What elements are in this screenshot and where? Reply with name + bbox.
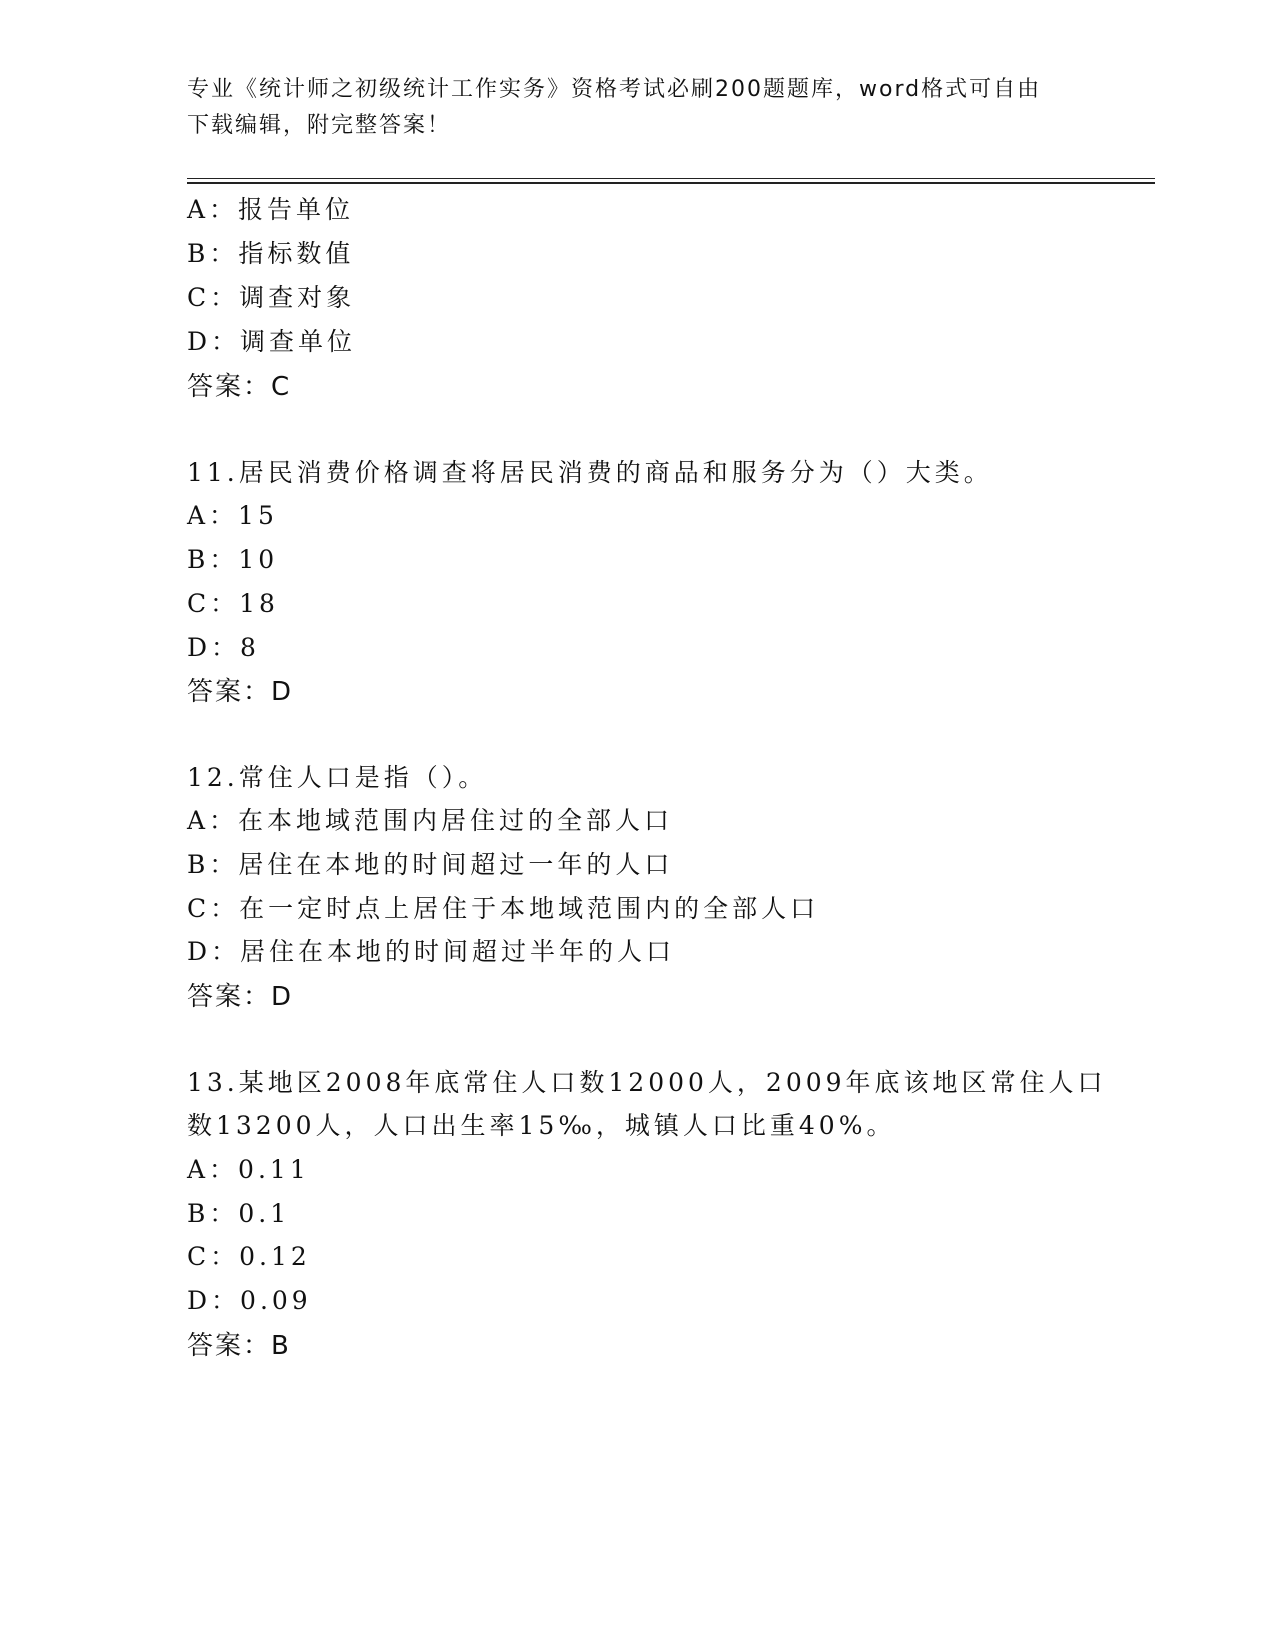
q10-option-c: C：调查对象 (187, 283, 356, 312)
q10-option-b: B：指标数值 (187, 239, 355, 268)
q11-answer: 答案：D (187, 677, 294, 707)
q10-option-a: A：报告单位 (187, 195, 355, 224)
q11-option-c: C：18 (187, 589, 279, 618)
q13-stem-line-2: 数13200人，人口出生率15‰，城镇人口比重40%。 (187, 1111, 896, 1140)
q12-option-d: D：居住在本地的时间超过半年的人口 (187, 937, 676, 966)
q12-option-c: C：在一定时点上居住于本地域范围内的全部人口 (187, 894, 820, 923)
header-line-2: 下载编辑，附完整答案！ (187, 113, 452, 138)
header-rule-thin (187, 178, 1155, 179)
q11-option-b: B：10 (187, 545, 279, 574)
q11-stem: 11.居民消费价格调查将居民消费的商品和服务分为（）大类。 (187, 458, 993, 487)
q12-stem: 12.常住人口是指（）。 (187, 763, 488, 792)
q13-answer: 答案：B (187, 1331, 291, 1361)
header-line-1: 专业《统计师之初级统计工作实务》资格考试必刷200题题库，word格式可自由 (187, 77, 1042, 102)
q12-option-a: A：在本地域范围内居住过的全部人口 (187, 806, 674, 835)
q13-option-b: B：0.1 (187, 1199, 291, 1228)
q13-stem-line-1: 13.某地区2008年底常住人口数12000人，2009年底该地区常住人口 (187, 1068, 1107, 1097)
document-header (187, 72, 1087, 144)
q11-option-a: A：15 (187, 501, 278, 530)
q13-option-c: C：0.12 (187, 1242, 311, 1271)
header-rule-thick (187, 182, 1155, 184)
q11-option-d: D：8 (187, 633, 260, 662)
q13-option-d: D：0.09 (187, 1286, 312, 1315)
q10-option-d: D：调查单位 (187, 327, 357, 356)
q12-answer: 答案：D (187, 982, 294, 1012)
q12-option-b: B：居住在本地的时间超过一年的人口 (187, 850, 674, 879)
q10-answer: 答案：C (187, 372, 292, 402)
q13-option-a: A：0.11 (187, 1155, 310, 1184)
